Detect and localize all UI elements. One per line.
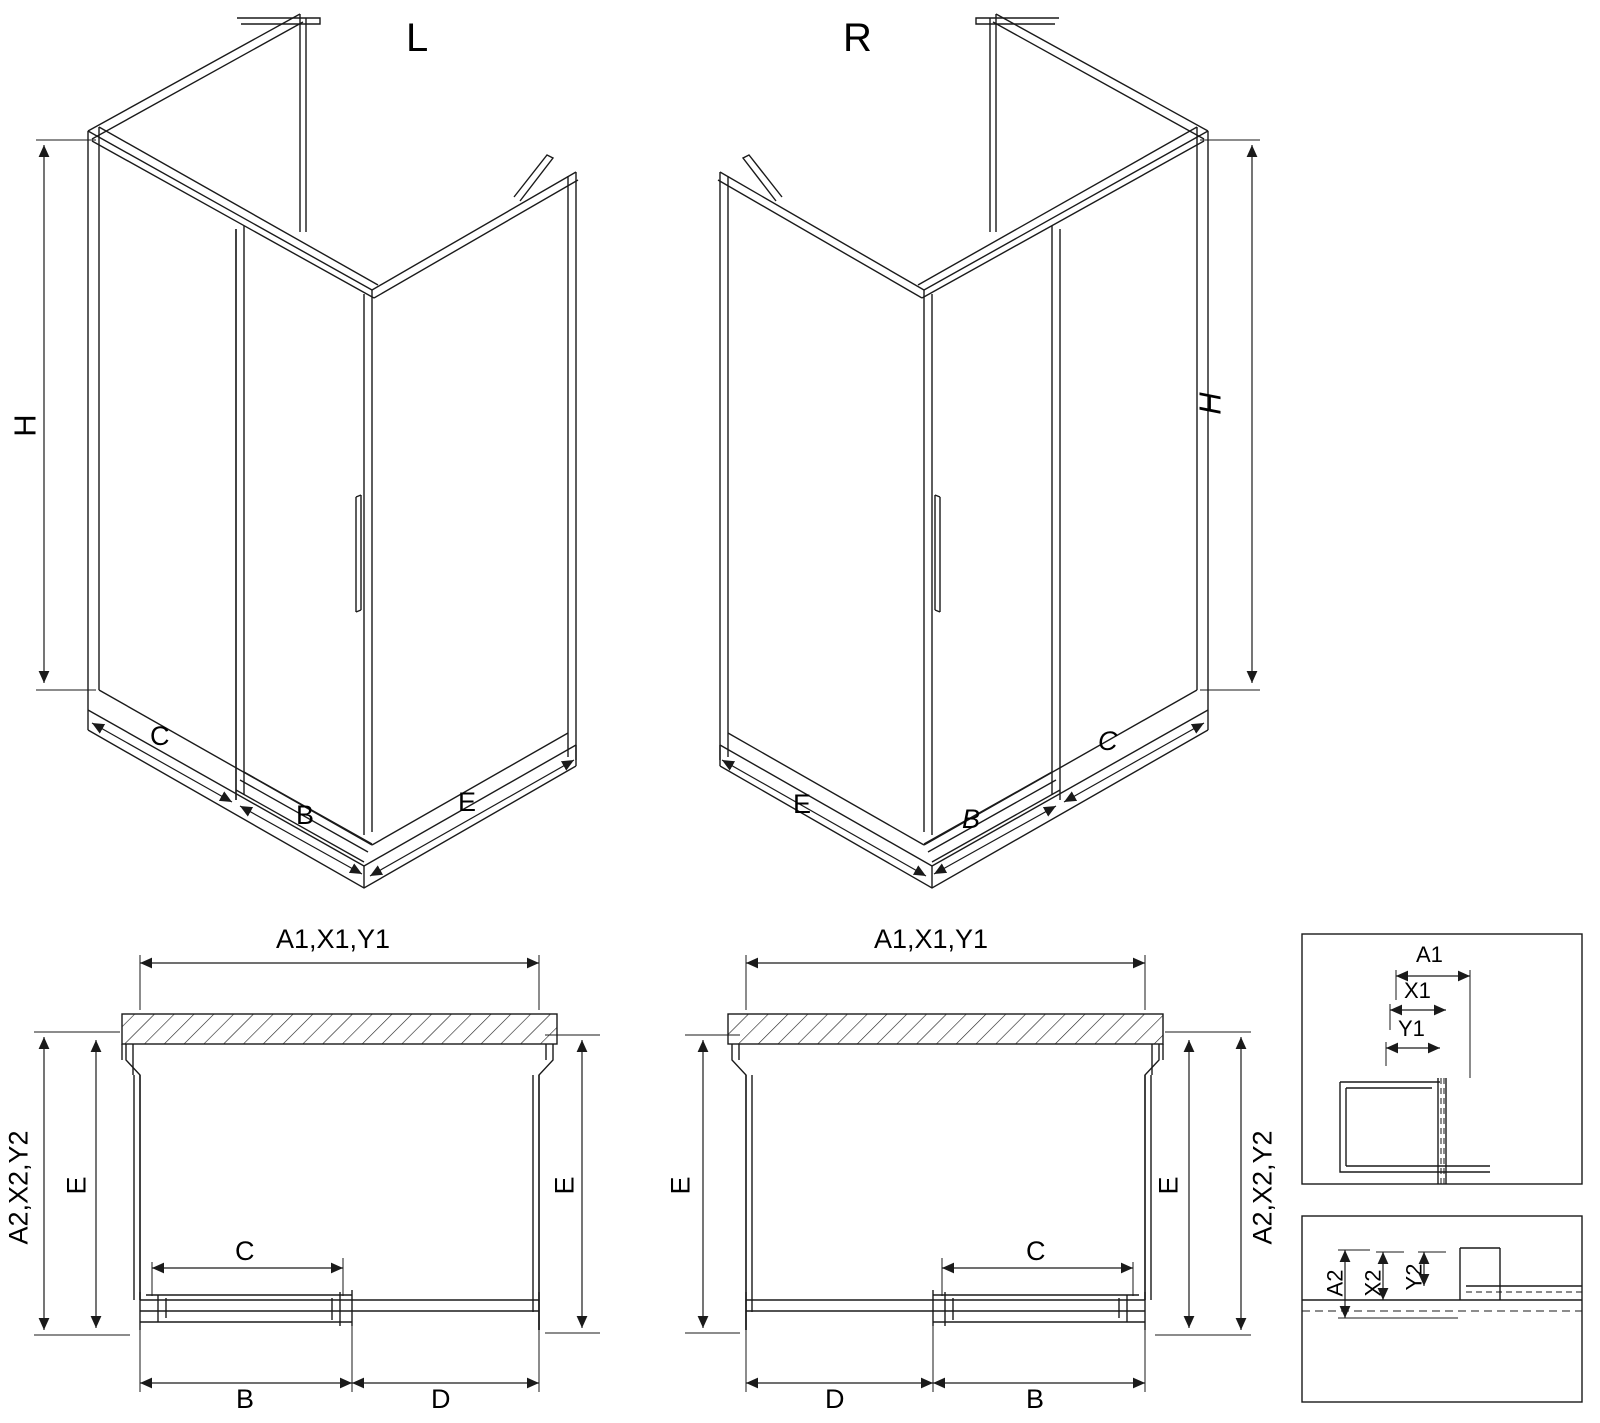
plan-left-e-left: E — [61, 1176, 92, 1195]
plan-left-side-dimension: A2,X2,Y2 — [3, 1130, 34, 1245]
plan-right-c-dimension: C — [1026, 1236, 1046, 1266]
dimension-label-h-left: H — [7, 414, 43, 437]
detail-top-dim-x1: X1 — [1404, 978, 1431, 1003]
plan-view-right — [685, 955, 1251, 1392]
plan-view-left — [34, 955, 600, 1392]
iso-view-right — [718, 14, 1260, 888]
detail-view-bottom — [1302, 1216, 1582, 1402]
dimension-label-c-left: C — [150, 721, 170, 751]
plan-left-top-dimension: A1,X1,Y1 — [276, 924, 391, 954]
dimension-label-c-right: C — [1098, 726, 1118, 756]
dimension-label-b-right: B — [962, 804, 981, 834]
plan-right-b-dimension: B — [1026, 1384, 1045, 1414]
plan-right-e-right: E — [1153, 1176, 1184, 1195]
dimension-label-e-right: E — [793, 789, 812, 819]
plan-left-d-dimension: D — [431, 1384, 451, 1414]
detail-view-top — [1302, 934, 1582, 1184]
plan-right-d-dimension: D — [825, 1384, 845, 1414]
variant-label-left: L — [406, 16, 429, 60]
plan-left-b-dimension: B — [236, 1384, 255, 1414]
detail-bottom-dim-a2: A2 — [1322, 1269, 1348, 1297]
variant-label-right: R — [843, 16, 872, 60]
iso-view-left — [36, 14, 578, 888]
plan-right-e-left: E — [665, 1176, 696, 1195]
detail-top-dim-y1: Y1 — [1398, 1016, 1425, 1041]
detail-bottom-dim-x2: X2 — [1360, 1269, 1386, 1297]
dimension-label-e-left: E — [458, 787, 477, 817]
detail-top-dim-a1: A1 — [1416, 942, 1443, 967]
plan-left-e-right: E — [549, 1176, 580, 1195]
dimension-label-h-right: H — [1192, 392, 1228, 415]
plan-left-c-dimension: C — [235, 1236, 255, 1266]
detail-bottom-dim-y2: Y2 — [1401, 1263, 1427, 1291]
plan-right-top-dimension: A1,X1,Y1 — [874, 924, 989, 954]
plan-right-side-dimension: A2,X2,Y2 — [1247, 1130, 1278, 1245]
dimension-label-b-left: B — [296, 800, 315, 830]
